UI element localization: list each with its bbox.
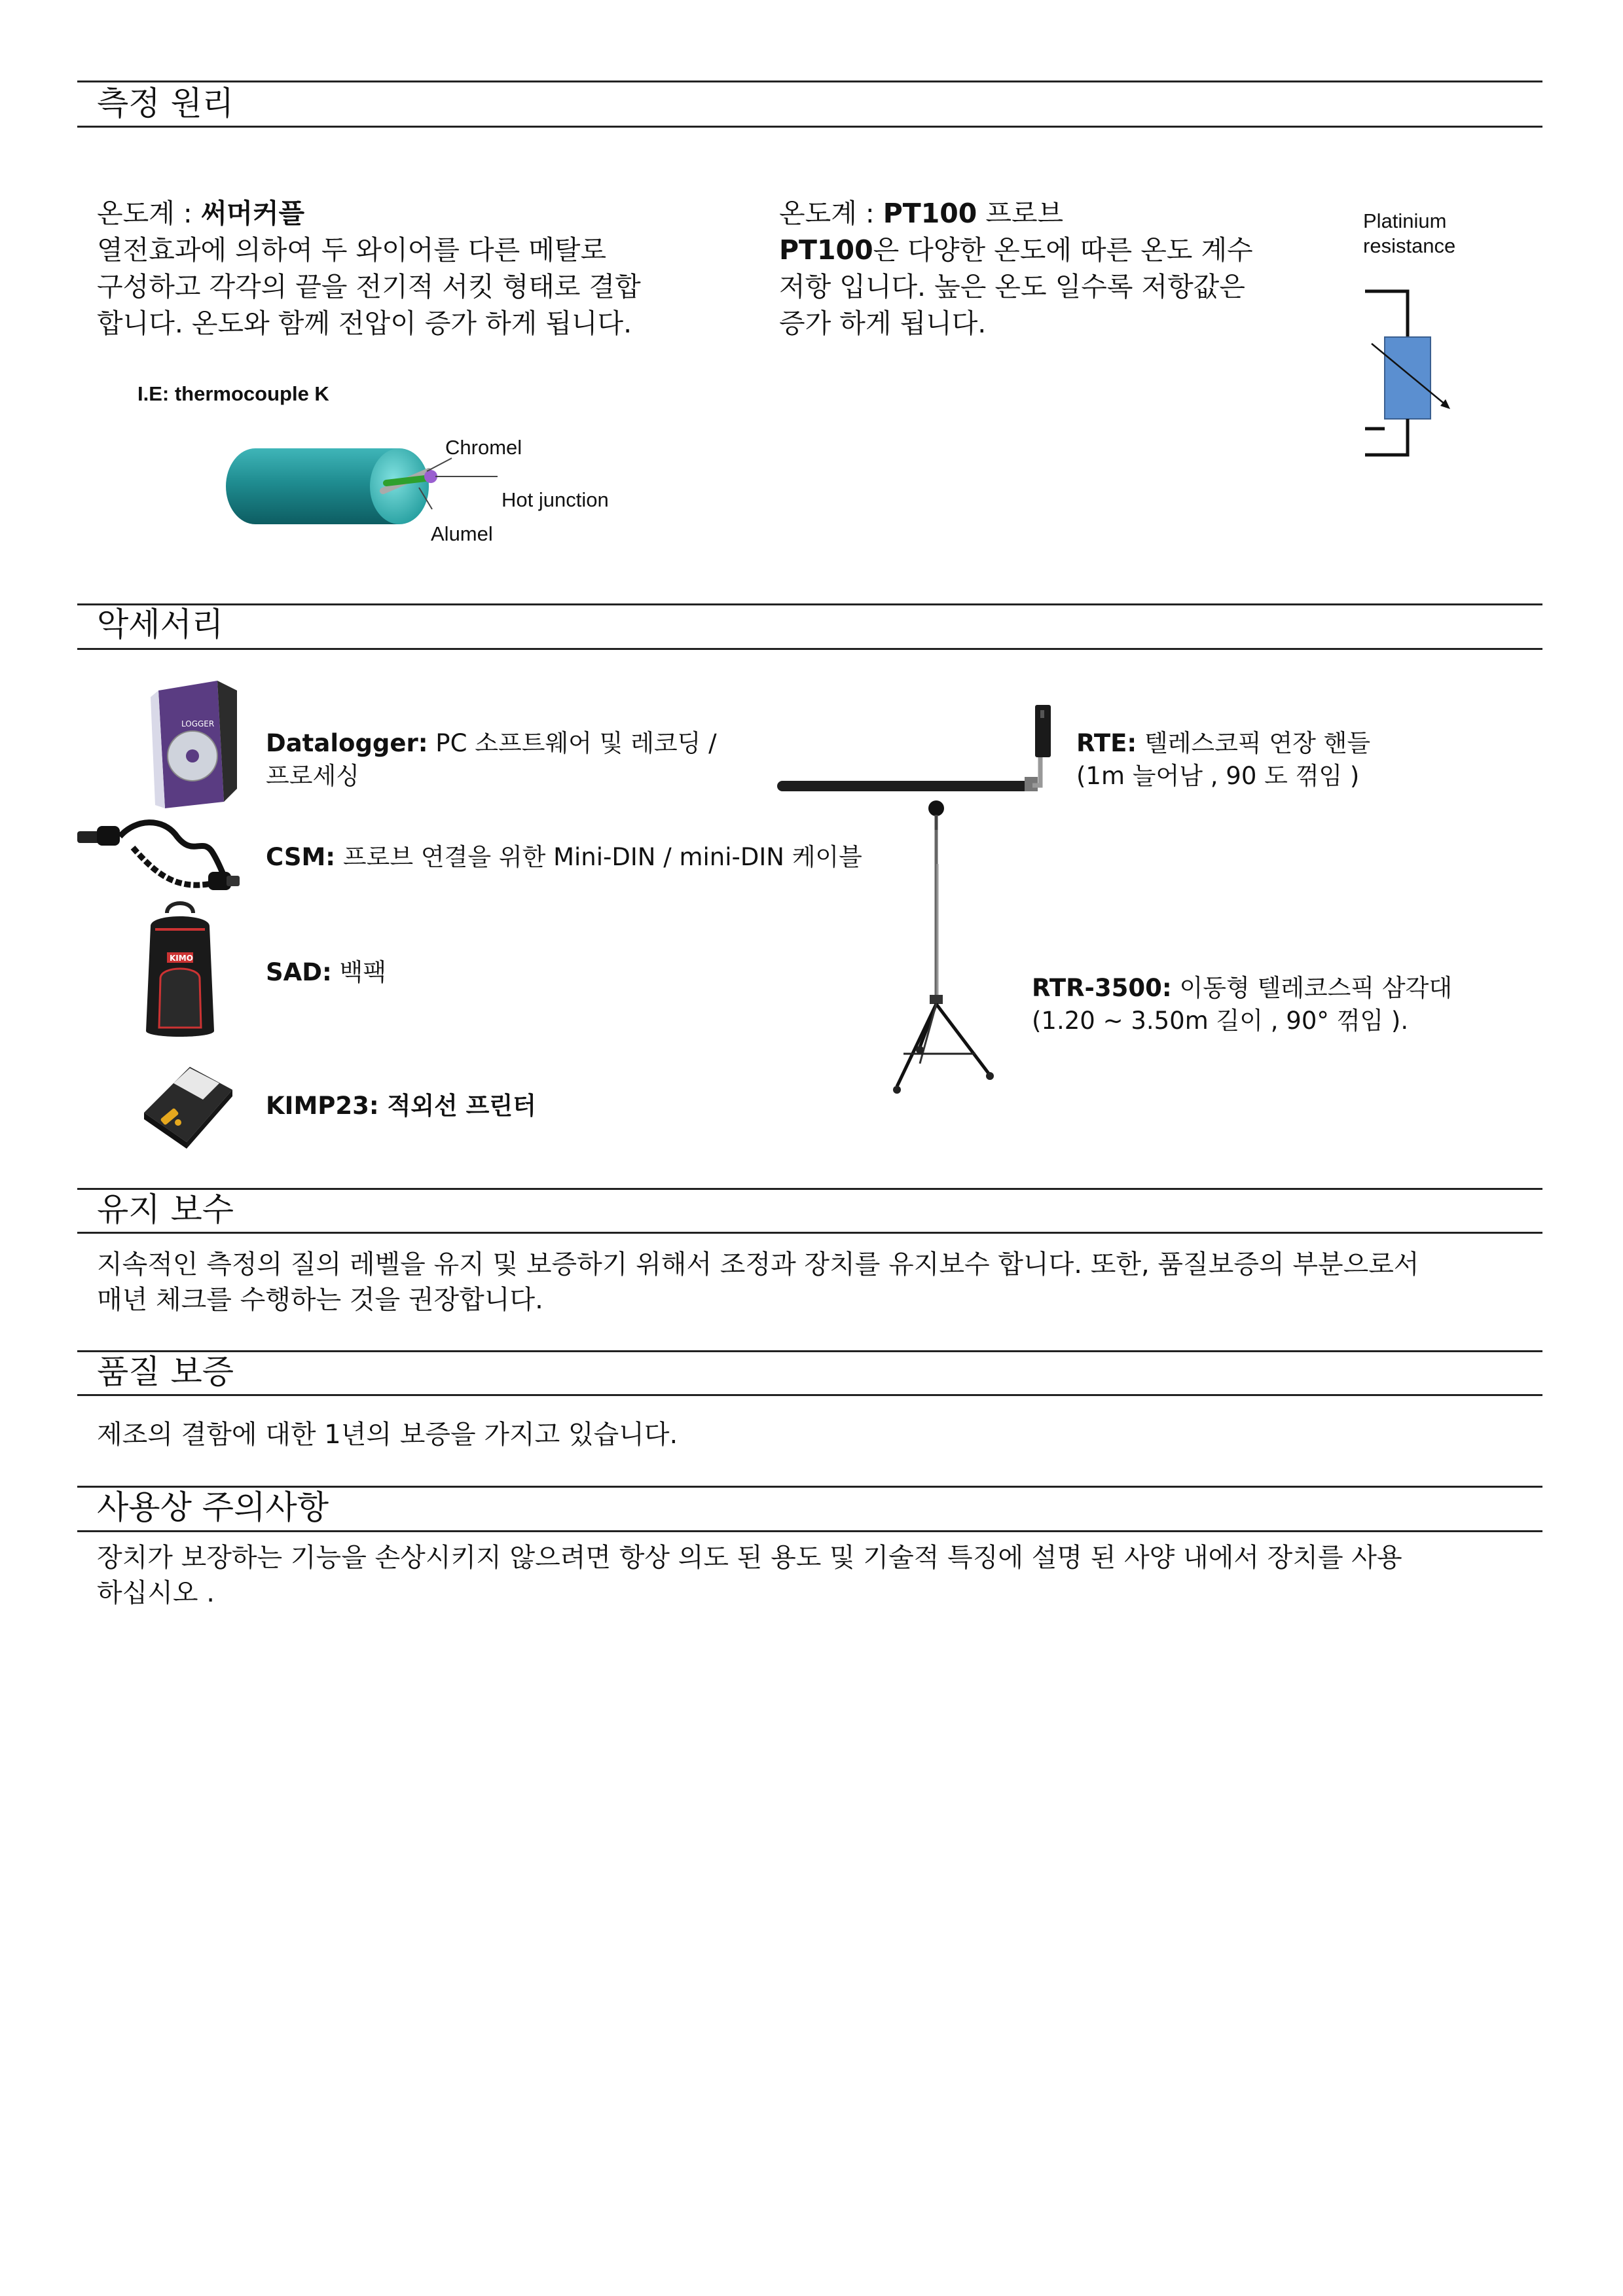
thermocouple-line-1: 열전효과에 의하여 두 와이어를 다른 메탈로: [97, 234, 607, 266]
section-title-accessories: 악세서리: [97, 605, 224, 643]
label-hot-junction: Hot junction: [501, 488, 609, 511]
section-title-maintenance: 유지 보수: [97, 1191, 234, 1229]
datalogger-line-2: 프로세싱: [266, 762, 359, 790]
thermocouple-heading: 온도계 : 써머커플: [97, 198, 305, 229]
pt100-line-1: PT100은 다양한 온도에 따른 온도 계수: [779, 234, 1253, 266]
warranty-text: 제조의 결함에 대한 1년의 보증을 가지고 있습니다.: [97, 1420, 678, 1450]
precautions-line-1: 장치가 보장하는 기능을 손상시키지 않으려면 항상 의도 된 용도 및 기술적 특징에 설명 된 사양 내에서 장치를 사용: [97, 1543, 1402, 1573]
section-rule-top: [77, 603, 1542, 605]
label-platinium: Platinium: [1363, 209, 1447, 232]
rtr3500-line-1: RTR-3500: 이동형 텔레코스픽 삼각대: [1032, 974, 1453, 1002]
section-title-warranty: 품질 보증: [97, 1353, 234, 1391]
datalogger-line-1: Datalogger: PC 소프트웨어 및 레코딩 /: [266, 729, 717, 757]
section-rule-bottom: [77, 1394, 1542, 1396]
sad-line: SAD: 백팩: [266, 958, 387, 986]
pt100-line-2: 저항 입니다. 높은 온도 일수록 저항값은: [779, 271, 1245, 302]
mini-din-cable-image: [77, 812, 241, 897]
pt100-heading: 온도계 : PT100 프로브: [779, 198, 1064, 229]
tripod-image: [884, 798, 1015, 1100]
maintenance-line-1: 지속적인 측정의 질의 레벨을 유지 및 보증하기 위해서 조정과 장치를 유지보수 합니다. 또한, 품질보증의 부분으로서: [97, 1249, 1419, 1280]
section-title-precautions: 사용상 주의사항: [97, 1488, 329, 1526]
thermocouple-line-3: 합니다. 온도와 함께 전압이 증가 하게 됩니다.: [97, 308, 632, 339]
section-rule-bottom: [77, 126, 1542, 128]
section-rule-bottom: [77, 1232, 1542, 1234]
pt100-line-3: 증가 하게 됩니다.: [779, 308, 987, 339]
backpack-image: [141, 900, 219, 1044]
kimp23-line: KIMP23: 적외선 프린터: [266, 1092, 536, 1120]
section-rule-top: [77, 1350, 1542, 1352]
section-rule-top: [77, 1188, 1542, 1190]
extension-handle-image: [776, 704, 1057, 795]
printer-image: [137, 1054, 236, 1152]
rtr3500-line-2: (1.20 ~ 3.50m 길이 , 90° 꺾임 ).: [1032, 1007, 1409, 1035]
thermocouple-line-2: 구성하고 각각의 끝을 전기적 서킷 형태로 결합: [97, 271, 641, 302]
thermocouple-caption: I.E: thermocouple K: [137, 382, 329, 405]
label-alumel: Alumel: [431, 522, 493, 545]
section-title-measurement: 측정 원리: [97, 84, 234, 122]
precautions-line-2: 하십시오 .: [97, 1578, 215, 1608]
rte-line-2: (1m 늘어남 , 90 도 꺾임 ): [1076, 762, 1360, 790]
datalogger-software-image: [145, 677, 237, 808]
cd-label: LOGGER: [181, 719, 215, 728]
maintenance-line-2: 매년 체크를 수행하는 것을 권장합니다.: [97, 1285, 543, 1315]
label-resistance: resistance: [1363, 234, 1456, 257]
resistor-diagram: [1362, 281, 1460, 465]
section-rule-top: [77, 81, 1542, 82]
section-rule-bottom: [77, 1530, 1542, 1532]
bag-logo: KIMO: [170, 954, 193, 963]
csm-line: CSM: 프로브 연결을 위한 Mini-DIN / mini-DIN 케이블: [266, 843, 862, 871]
section-rule-bottom: [77, 648, 1542, 650]
rte-line-1: RTE: 텔레스코픽 연장 핸들: [1076, 729, 1371, 757]
label-chromel: Chromel: [445, 436, 522, 459]
